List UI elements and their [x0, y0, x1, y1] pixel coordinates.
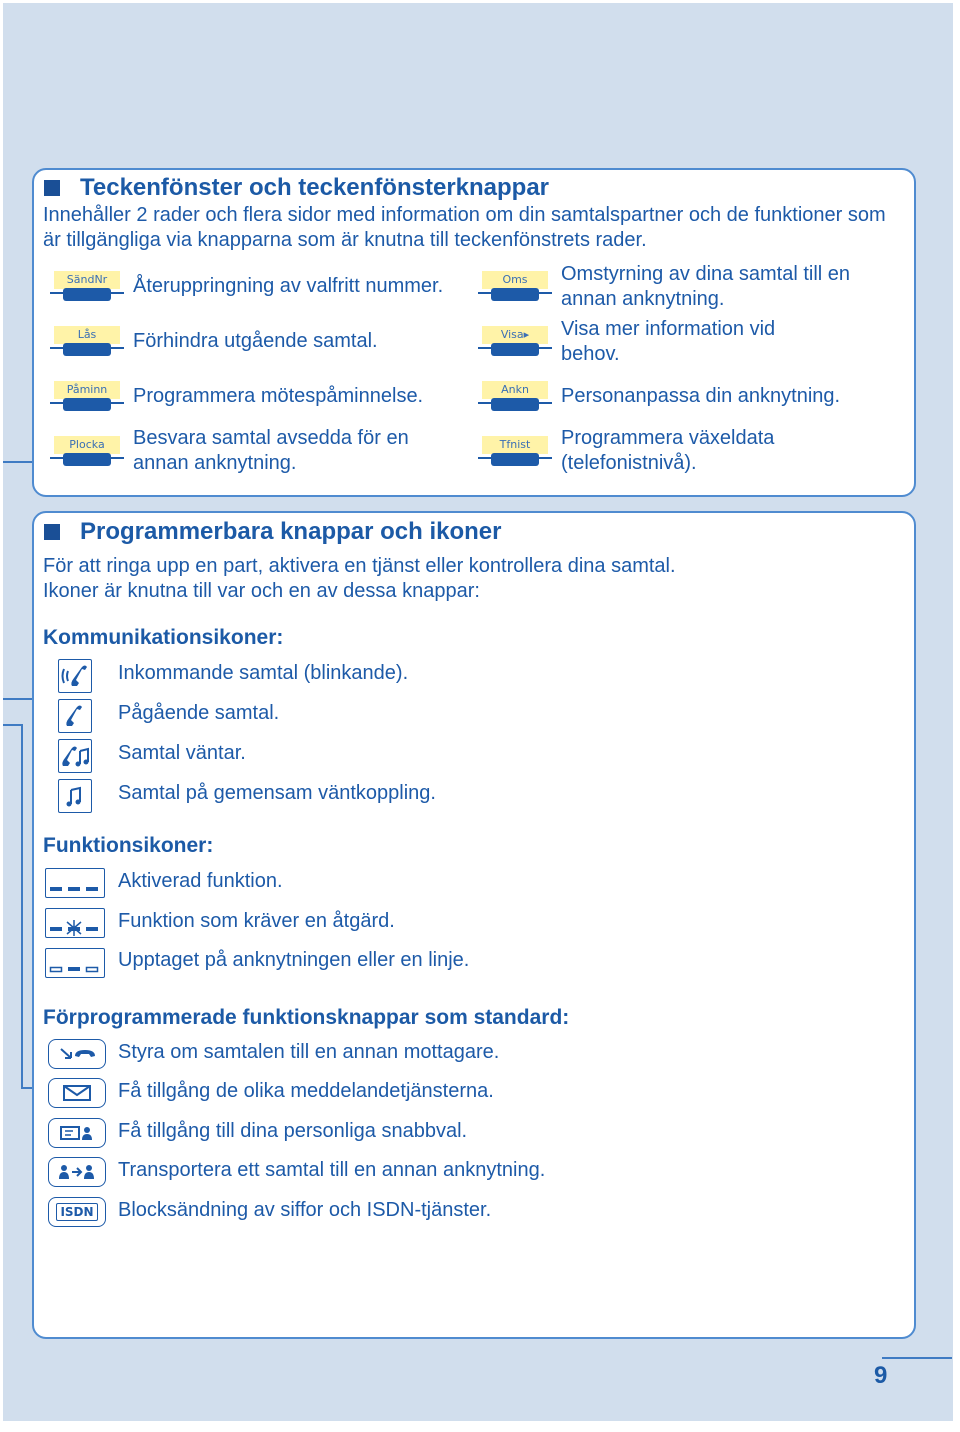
section-title: Teckenfönster och teckenfönsterknappar [80, 174, 550, 201]
directory-icon[interactable] [48, 1118, 106, 1148]
prog-keys-heading: Förprogrammerade funktionsknappar som standard: [43, 1006, 570, 1029]
func-icon-desc: Funktion som kräver en åtgärd. [118, 910, 395, 932]
softkey-ankn[interactable] [478, 381, 552, 417]
prog-key-desc: Få tillgång till dina personliga snabbval. [118, 1120, 468, 1142]
side-line [3, 724, 23, 726]
softkey-label: Visa▸ [482, 326, 548, 344]
action-required-icon [45, 908, 105, 938]
bullet-square-icon [44, 524, 60, 540]
softkey-desc: Förhindra utgående samtal. [133, 330, 378, 352]
common-hold-icon [58, 779, 92, 813]
softkey-plocka[interactable] [50, 436, 124, 472]
softkey-desc: Personanpassa din anknytning. [561, 385, 841, 407]
softkey-desc: Programmera mötespåminnelse. [133, 385, 424, 407]
softkey-paminn[interactable] [50, 381, 124, 417]
softkey-las[interactable] [50, 326, 124, 362]
message-icon[interactable] [48, 1078, 106, 1108]
func-icon-desc: Aktiverad funktion. [118, 870, 283, 892]
softkey-visa[interactable] [478, 326, 552, 362]
page-number-rule [882, 1357, 952, 1359]
side-line [3, 461, 33, 463]
activated-function-icon [45, 868, 105, 898]
softkey-label: Påminn [54, 381, 120, 399]
divert-icon[interactable] [48, 1039, 106, 1069]
prog-key-desc: Styra om samtalen till en annan mottagare. [118, 1041, 500, 1063]
comm-icon-desc: Samtal på gemensam väntkoppling. [118, 782, 436, 804]
side-line [3, 698, 33, 700]
prog-key-desc: Blocksändning av siffor och ISDN-tjänster. [118, 1199, 492, 1221]
comm-icon-desc: Samtal väntar. [118, 742, 246, 764]
section-title: Programmerbara knappar och ikoner [80, 518, 502, 545]
softkey-desc: Programmera växeldata (telefonistnivå). [561, 427, 775, 474]
section-intro: Innehåller 2 rader och flera sidor med information om din samtalspartner och de funktioner som är tillgängliga via knapparna som är knutna till teckenfönstrets rader. [43, 204, 886, 251]
active-call-icon [58, 699, 92, 733]
softkey-desc: Återuppringning av valfritt nummer. [133, 275, 444, 297]
busy-line-icon [45, 948, 105, 978]
prog-key-desc: Få tillgång de olika meddelandetjänsterna. [118, 1080, 494, 1102]
softkey-label: Tfnist [482, 436, 548, 454]
section-intro: För att ringa upp en part, aktivera en tjänst eller kontrollera dina samtal. [43, 555, 676, 577]
incoming-call-icon [58, 659, 92, 693]
softkey-sandnr[interactable] [50, 271, 124, 307]
prog-key-desc: Transportera ett samtal till en annan anknytning. [118, 1159, 546, 1181]
isdn-icon[interactable] [48, 1197, 106, 1227]
softkey-oms[interactable] [478, 271, 552, 307]
softkey-desc: Visa mer information vid behov. [561, 318, 776, 365]
softkey-desc: Omstyrning av dina samtal till en annan anknytning. [561, 263, 851, 310]
softkey-tfnist[interactable] [478, 436, 552, 472]
isdn-label: ISDN [56, 1203, 97, 1221]
call-waiting-icon [58, 739, 92, 773]
section-heading [44, 518, 501, 546]
func-icon-desc: Upptaget på anknytningen eller en linje. [118, 949, 470, 971]
comm-icon-desc: Inkommande samtal (blinkande). [118, 662, 409, 684]
side-line [21, 724, 23, 1089]
comm-icon-desc: Pågående samtal. [118, 702, 280, 724]
section-heading [44, 174, 549, 202]
page-number: 9 [874, 1362, 888, 1389]
section-intro: Ikoner är knutna till var och en av dessa knappar: [43, 580, 480, 602]
comm-icons-heading: Kommunikationsikoner: [43, 626, 284, 649]
softkey-label: SändNr [54, 271, 120, 289]
func-icons-heading: Funktionsikoner: [43, 834, 214, 857]
transfer-icon[interactable] [48, 1157, 106, 1187]
softkey-label: Lås [54, 326, 120, 344]
softkey-label: Ankn [482, 381, 548, 399]
softkey-label: Oms [482, 271, 548, 289]
bullet-square-icon [44, 180, 60, 196]
softkey-label: Plocka [54, 436, 120, 454]
softkey-desc: Besvara samtal avsedda för en annan anknytning. [133, 427, 409, 474]
